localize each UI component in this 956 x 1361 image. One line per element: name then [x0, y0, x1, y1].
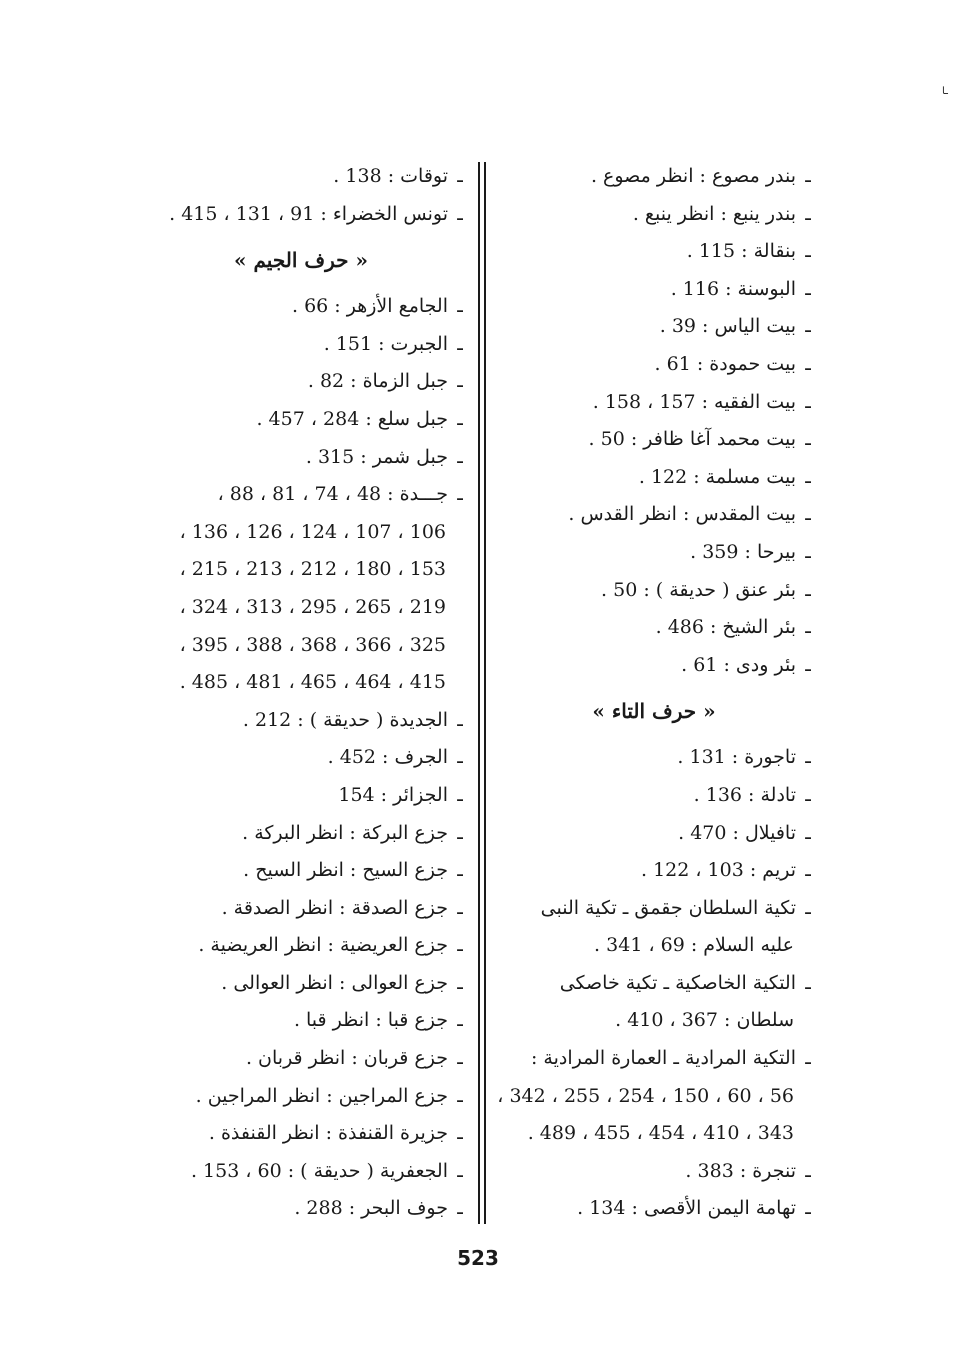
entry-text: بيت مسلمة : 122 . — [638, 465, 796, 488]
entry-dash: ـ — [805, 165, 811, 187]
entry-text: بئر الشيخ : 486 . — [655, 616, 796, 639]
left-column — [130, 158, 472, 1228]
entry-text: جزع قربان : انظر قربان . — [245, 1047, 448, 1070]
index-entry — [488, 1153, 820, 1191]
index-entry — [488, 815, 820, 853]
index-entry — [488, 384, 820, 422]
entry-text: تافيلال : 470 . — [678, 821, 796, 844]
index-entry — [488, 346, 820, 384]
index-entry — [488, 890, 820, 928]
entry-text: الجبرت : 151 . — [323, 332, 448, 355]
entry-text: جزع السيح : انظر السيح . — [243, 859, 448, 882]
entry-text: جزع قبا : انظر قبا . — [293, 1009, 448, 1032]
entry-text: بيرحا : 359 . — [690, 540, 796, 563]
index-entry — [130, 1153, 472, 1191]
index-entry — [130, 1190, 472, 1228]
entry-text: جزيرة القنفذة : انظر القنفذة . — [208, 1122, 448, 1145]
index-entry-continuation: 106 ، 107 ، 124 ، 126 ، 136 ، — [179, 520, 446, 543]
entry-dash: ـ — [805, 202, 811, 225]
entry-dash: ـ — [457, 783, 463, 806]
index-entry — [130, 326, 472, 364]
entry-text: بندر مصوع : انظر مصوع . — [590, 165, 796, 187]
index-entry — [488, 233, 820, 271]
entry-text: تكية السلطان جقمق ـ تكية النبى — [540, 896, 796, 919]
index-entry — [130, 1002, 472, 1040]
index-entry — [130, 476, 472, 514]
index-entry — [130, 158, 472, 196]
entry-text: تادلة : 136 . — [693, 783, 796, 806]
entry-dash: ـ — [457, 896, 463, 919]
index-entry — [488, 534, 820, 572]
entry-dash: ـ — [457, 746, 463, 769]
entry-text: جبل شمر : 315 . — [305, 445, 448, 468]
index-entry — [488, 739, 820, 777]
entry-text: بيت المقدس : انظر القدس . — [568, 503, 796, 526]
index-entry-continuation: 343 ، 410 ، 454 ، 455 ، 489 . — [527, 1122, 794, 1145]
index-entry-continuation: 415 ، 464 ، 465 ، 481 ، 485 . — [179, 671, 446, 694]
entry-dash: ـ — [457, 859, 463, 882]
entry-dash: ـ — [805, 578, 811, 601]
index-entry — [488, 965, 820, 1003]
entry-dash: ـ — [805, 465, 811, 488]
entry-text: جوف البحر : 288 . — [294, 1197, 448, 1220]
entry-text: تهامة اليمن الأقصى : 134 . — [577, 1197, 796, 1220]
entry-text: الجامع الأزهر : 66 . — [291, 295, 448, 318]
entry-text: البوسنة : 116 . — [670, 277, 796, 300]
entry-dash: ـ — [805, 390, 811, 413]
entry-text: الجزائر : 154 — [338, 783, 448, 806]
entry-text: جبل الزماة : 82 . — [307, 370, 448, 393]
entry-dash: ـ — [457, 1122, 463, 1145]
entry-text: جـــدة : 48 ، 74 ، 81 ، 88 ، — [217, 483, 448, 506]
index-entry — [130, 739, 472, 777]
entry-dash: ـ — [457, 1197, 463, 1220]
entry-text: بنقالة : 115 . — [686, 240, 796, 263]
entry-text: التكية الخاصكية ـ تكية خاصكى — [559, 971, 796, 994]
entry-text: توقات : 138 . — [333, 165, 448, 187]
entry-dash: ـ — [457, 821, 463, 844]
entry-text: جزع البركة : انظر البركة . — [242, 821, 448, 844]
index-entry — [130, 196, 472, 234]
entry-text: بيت الفقيه : 157 ، 158 . — [592, 390, 796, 413]
entry-dash: ـ — [805, 896, 811, 919]
index-entry — [488, 271, 820, 309]
column-divider-left — [478, 162, 480, 1224]
index-entry — [130, 288, 472, 326]
entry-dash: ـ — [457, 971, 463, 994]
index-entry-continuation: سلطان : 367 ، 410 . — [615, 1009, 794, 1032]
column-divider-right — [484, 162, 486, 1224]
index-entry — [488, 1190, 820, 1228]
index-entry-continuation: 56 ، 60 ، 150 ، 254 ، 255 ، 342 ، — [497, 1084, 794, 1107]
entry-text: جزع الصدقة : انظر الصدقة . — [221, 896, 448, 919]
corner-mark: ـا — [942, 86, 948, 97]
index-entry — [130, 702, 472, 740]
index-entry-continuation: عليه السلام : 69 ، 341 . — [594, 934, 794, 957]
index-entry — [130, 439, 472, 477]
index-entry-continuation: 219 ، 265 ، 295 ، 313 ، 324 ، — [179, 595, 446, 618]
index-entry — [130, 363, 472, 401]
entry-text: الجرف : 452 . — [327, 746, 448, 769]
index-entry-continuation: 153 ، 180 ، 212 ، 213 ، 215 ، — [179, 558, 446, 581]
index-entry — [130, 1115, 472, 1153]
entry-dash: ـ — [457, 1009, 463, 1032]
index-entry — [488, 158, 820, 196]
entry-dash: ـ — [805, 746, 811, 769]
entry-text: بئر عنق ( حديقة ) : 50 . — [601, 578, 796, 601]
entry-dash: ـ — [805, 503, 811, 526]
entry-text: تريم : 103 ، 122 . — [640, 859, 796, 882]
index-entry — [130, 1040, 472, 1078]
entry-dash: ـ — [457, 332, 463, 355]
entry-text: جزع العوالى : انظر العوالى . — [221, 971, 448, 994]
index-entry — [130, 965, 472, 1003]
index-entry — [488, 1040, 820, 1078]
entry-text: تاجورة : 131 . — [677, 746, 796, 769]
entry-dash: ـ — [457, 934, 463, 957]
entry-dash: ـ — [457, 1047, 463, 1070]
entry-dash: ـ — [805, 315, 811, 338]
entry-dash: ـ — [457, 407, 463, 430]
index-entry — [488, 647, 820, 685]
index-entry — [488, 572, 820, 610]
entry-dash: ـ — [457, 1084, 463, 1107]
entry-dash: ـ — [457, 370, 463, 393]
entry-dash: ـ — [457, 708, 463, 731]
section-heading: « حرف التاء » — [592, 699, 716, 724]
entry-dash: ـ — [805, 1159, 811, 1182]
entry-text: بيت حمودة : 61 . — [654, 352, 796, 375]
entry-dash: ـ — [805, 428, 811, 451]
index-entry — [488, 852, 820, 890]
entry-text: جزع العريضية : انظر العريضية . — [198, 934, 448, 957]
entry-dash: ـ — [805, 540, 811, 563]
entry-dash: ـ — [805, 653, 811, 676]
index-entry — [130, 852, 472, 890]
entry-dash: ـ — [457, 165, 463, 187]
entry-text: تنجرة : 383 . — [685, 1159, 796, 1182]
entry-text: تونس الخضراء : 91 ، 131 ، 415 . — [169, 202, 448, 225]
entry-dash: ـ — [805, 616, 811, 639]
entry-text: التكية المرادية ـ العمارة المرادية : — [530, 1047, 796, 1070]
index-entry — [488, 308, 820, 346]
index-entry — [130, 1078, 472, 1116]
entry-dash: ـ — [805, 859, 811, 882]
entry-dash: ـ — [805, 1047, 811, 1070]
index-entry — [488, 777, 820, 815]
index-entry — [488, 196, 820, 234]
entry-dash: ـ — [457, 1159, 463, 1182]
index-entry — [130, 927, 472, 965]
entry-dash: ـ — [457, 483, 463, 506]
entry-dash: ـ — [805, 821, 811, 844]
index-entry — [130, 890, 472, 928]
entry-text: بئر ودى : 61 . — [681, 653, 796, 676]
entry-text: بيت محمد آغا ظافر : 50 . — [588, 428, 796, 451]
entry-dash: ـ — [805, 971, 811, 994]
entry-text: جزع المراجين : انظر المراجين . — [195, 1084, 448, 1107]
entry-dash: ـ — [805, 1197, 811, 1220]
page-number: 523 — [457, 1246, 499, 1270]
index-entry — [488, 459, 820, 497]
index-entry — [488, 496, 820, 534]
index-entry — [130, 777, 472, 815]
index-entry — [488, 609, 820, 647]
entry-dash: ـ — [457, 445, 463, 468]
entry-dash: ـ — [805, 277, 811, 300]
entry-text: جبل سلع : 284 ، 457 . — [256, 407, 448, 430]
entry-dash: ـ — [457, 295, 463, 318]
entry-text: الجعفرية ( حديقة ) : 60 ، 153 . — [190, 1159, 448, 1182]
right-column — [488, 158, 820, 1228]
entry-dash: ـ — [805, 783, 811, 806]
entry-text: بندر ينبع : انظر ينبع . — [632, 202, 796, 225]
entry-dash: ـ — [805, 352, 811, 375]
section-heading: « حرف الجيم » — [234, 248, 368, 273]
entry-dash: ـ — [805, 240, 811, 263]
index-entry-continuation: 325 ، 366 ، 368 ، 388 ، 395 ، — [179, 633, 446, 656]
index-entry — [130, 401, 472, 439]
entry-dash: ـ — [457, 202, 463, 225]
index-entry — [488, 421, 820, 459]
entry-text: الجديدة ( حديقة ) : 212 . — [242, 708, 448, 731]
index-entry — [130, 815, 472, 853]
entry-text: بيت الياس : 39 . — [659, 315, 796, 338]
